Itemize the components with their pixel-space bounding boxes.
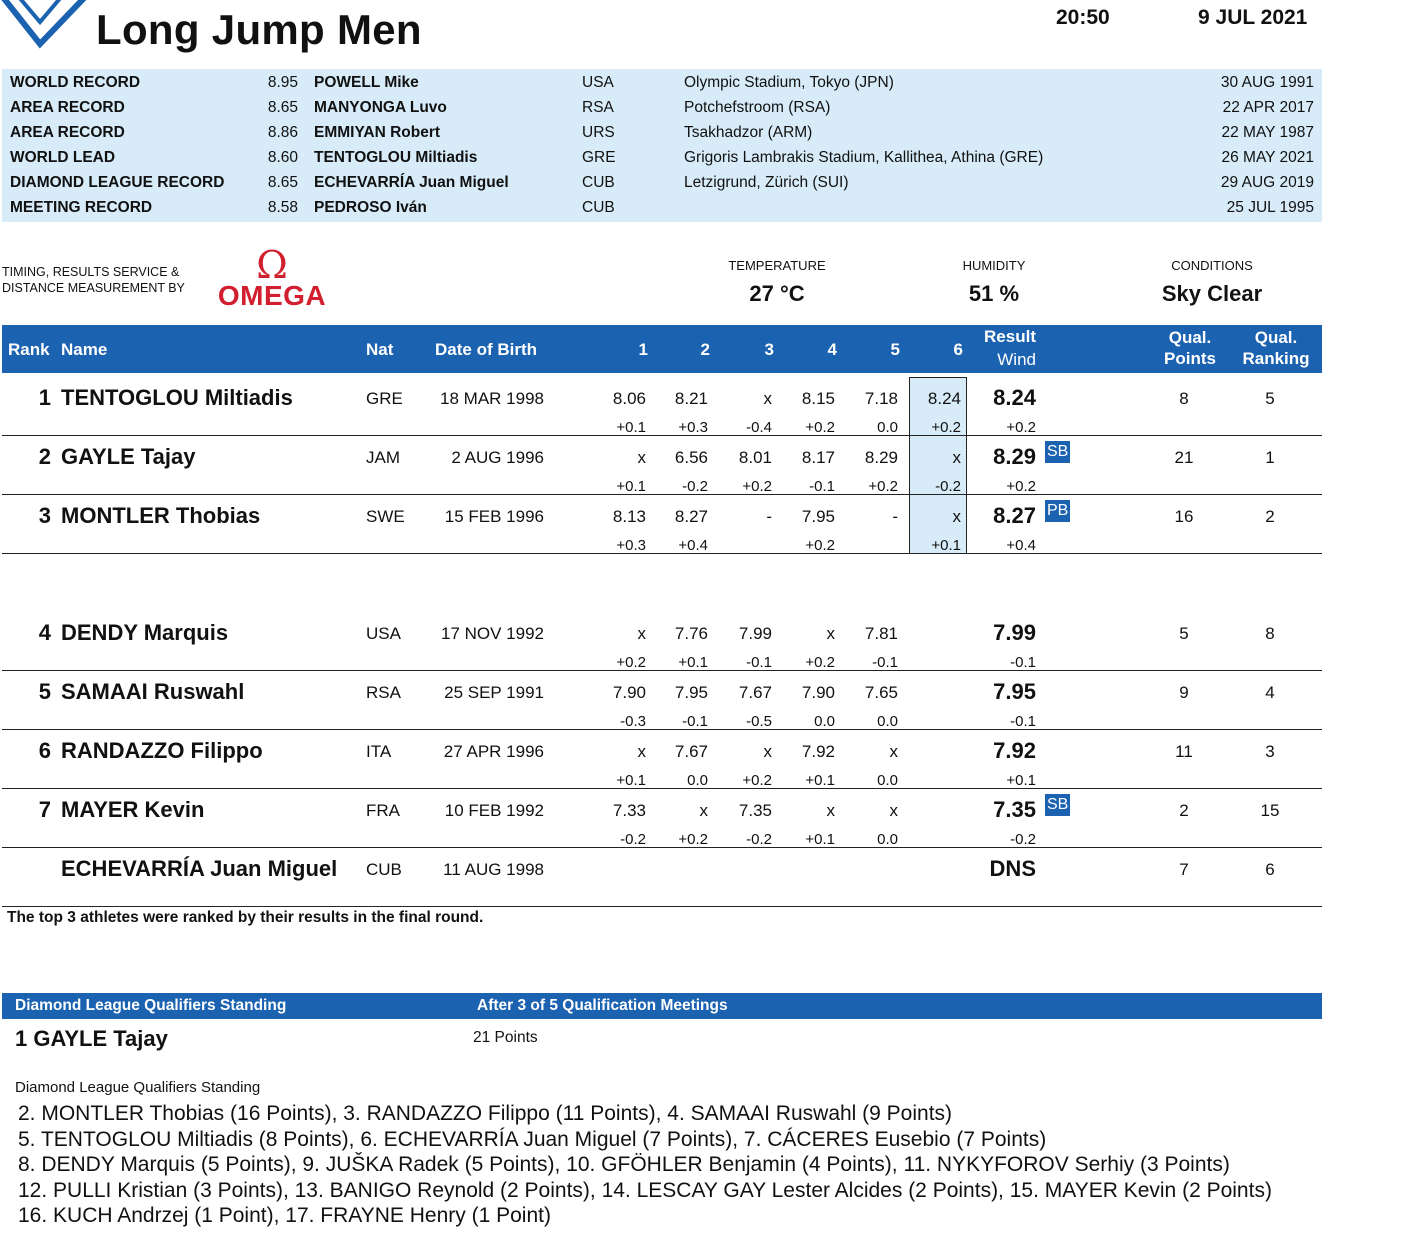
omega-logo [208, 243, 336, 311]
attempt-wind-1: +0.2 [616, 654, 646, 671]
qual-ranking: 4 [1265, 683, 1275, 702]
attempt-wind-4: +0.1 [805, 772, 835, 789]
record-athlete: TENTOGLOU Miltiadis [314, 149, 478, 166]
athlete-nat: CUB [366, 860, 402, 879]
record-date: 29 AUG 2019 [1220, 174, 1314, 191]
table-row [2, 377, 1322, 436]
athlete-nat: ITA [366, 742, 392, 761]
attempt-1: 7.90 [612, 683, 646, 702]
attempt-wind-2: 0.0 [687, 772, 708, 789]
attempt-5: x [889, 742, 898, 761]
record-mark: 8.95 [267, 74, 298, 91]
attempt-2: 7.95 [674, 683, 708, 702]
result-wind: -0.2 [1010, 831, 1036, 848]
record-athlete: POWELL Mike [314, 74, 419, 91]
col-qual-ranking-2: Ranking [1242, 349, 1310, 368]
col-attempt-4: 4 [827, 340, 837, 359]
col-rank: Rank [8, 340, 50, 359]
standing-line: 2. MONTLER Thobias (16 Points), 3. RANDAZZO Filippo (11 Points), 4. SAMAAI Ruswahl (9 Points) [18, 1102, 953, 1125]
table-row [2, 789, 1322, 848]
athlete-dob: 11 AUG 1998 [443, 860, 544, 879]
event-time: 20:50 [1056, 6, 1110, 29]
qual-points: 9 [1179, 683, 1189, 702]
attempt-wind-2: +0.4 [678, 537, 708, 554]
attempt-wind-1: -0.2 [620, 831, 646, 848]
attempt-wind-5: 0.0 [877, 831, 898, 848]
qual-ranking: 8 [1265, 624, 1275, 643]
athlete-rank: 5 [38, 679, 51, 704]
dl-bar-title: Diamond League Qualifiers Standing [15, 997, 287, 1014]
athlete-dob: 15 FEB 1996 [444, 507, 544, 526]
record-mark: 8.60 [267, 149, 298, 166]
attempt-2: x [699, 801, 708, 820]
dl-bar-meetings: After 3 of 5 Qualification Meetings [477, 997, 728, 1014]
dl-standing-bar [2, 993, 1322, 1019]
athlete-name: RANDAZZO Filippo [61, 738, 263, 763]
athlete-name: MONTLER Thobias [61, 503, 261, 528]
table-row [2, 671, 1322, 730]
col-attempt-5: 5 [890, 340, 900, 359]
attempt-wind-5: 0.0 [877, 713, 898, 730]
record-date: 22 MAY 1987 [1221, 124, 1314, 141]
attempt-wind-3: +0.2 [742, 772, 772, 789]
attempt-4: 7.92 [801, 742, 835, 761]
result-badge: PB [1045, 500, 1070, 522]
humidity-block [944, 258, 1044, 307]
record-type: WORLD LEAD [10, 149, 116, 166]
attempt-2: 8.21 [674, 389, 708, 408]
result-wind: +0.2 [1006, 478, 1036, 495]
standing-line: 16. KUCH Andrzej (1 Point), 17. FRAYNE Henry (1 Point) [18, 1204, 551, 1227]
col-wind: Wind [997, 350, 1036, 369]
attempt-1: 8.06 [612, 389, 646, 408]
attempt-wind-4: +0.2 [805, 419, 835, 436]
qual-points: 7 [1179, 860, 1189, 879]
record-venue: Tsakhadzor (ARM) [684, 124, 813, 141]
result-wind: +0.1 [1006, 772, 1036, 789]
results-table-header [2, 325, 1322, 373]
athlete-rank: 1 [38, 385, 51, 410]
attempt-wind-4: +0.2 [805, 537, 835, 554]
athlete-dob: 27 APR 1996 [443, 742, 544, 761]
record-athlete: PEDROSO Iván [314, 199, 427, 216]
page-title: Long Jump Men [96, 6, 422, 53]
record-venue: Letzigrund, Zürich (SUI) [684, 174, 849, 191]
standing-line: 5. TENTOGLOU Miltiadis (8 Points), 6. ECHEVARRÍA Juan Miguel (7 Points), 7. CÁCERES Eusebio (7 Points) [18, 1127, 1047, 1151]
attempt-wind-6: +0.1 [931, 537, 961, 554]
record-nat: CUB [582, 199, 615, 216]
attempt-wind-5: 0.0 [877, 772, 898, 789]
standing-line: 12. PULLI Kristian (3 Points), 13. BANIGO Reynold (2 Points), 14. LESCAY GAY Lester Alcides (2 Points), 15. MAYER Kevin (2 Points) [18, 1178, 1272, 1202]
standing-line: 8. DENDY Marquis (5 Points), 9. JUŠKA Radek (5 Points), 10. GFÖHLER Benjamin (4 Points), 11. NYKYFOROV Serhiy (3 Points) [18, 1153, 1230, 1176]
attempt-4: 7.95 [801, 507, 835, 526]
attempt-5: 7.65 [864, 683, 898, 702]
records-table [2, 69, 1322, 222]
result-mark: DNS [989, 856, 1036, 881]
result-mark: 8.27 [993, 503, 1036, 528]
record-date: 25 JUL 1995 [1226, 199, 1314, 216]
athlete-nat: SWE [366, 507, 405, 526]
result-wind: +0.2 [1006, 419, 1036, 436]
attempt-wind-2: +0.3 [678, 419, 708, 436]
attempt-wind-1: +0.3 [616, 537, 646, 554]
athlete-rank: 4 [38, 620, 51, 645]
attempt-wind-2: +0.1 [678, 654, 708, 671]
record-type: AREA RECORD [10, 99, 125, 116]
result-wind: +0.4 [1006, 537, 1036, 554]
athlete-rank: 2 [38, 444, 51, 469]
athlete-name: ECHEVARRÍA Juan Miguel [61, 856, 338, 881]
attempt-wind-6: -0.2 [935, 478, 961, 495]
attempt-2: 6.56 [674, 448, 708, 467]
qual-ranking: 6 [1265, 860, 1275, 879]
attempt-wind-1: +0.1 [616, 419, 646, 436]
attempt-3: 7.99 [738, 624, 772, 643]
athlete-nat: GRE [366, 389, 403, 408]
record-row [2, 121, 1322, 146]
athlete-name: MAYER Kevin [61, 797, 205, 822]
attempt-wind-3: -0.1 [746, 654, 772, 671]
result-mark: 8.24 [993, 385, 1036, 410]
record-athlete: MANYONGA Luvo [314, 99, 447, 116]
col-dob: Date of Birth [435, 340, 537, 359]
table-row [2, 495, 1322, 554]
athlete-dob: 17 NOV 1992 [440, 624, 544, 643]
col-name: Name [61, 340, 108, 359]
col-result: Result [984, 327, 1036, 346]
attempt-2: 7.67 [674, 742, 708, 761]
attempt-3: x [763, 389, 772, 408]
timing-line-1: TIMING, RESULTS SERVICE & [2, 265, 180, 279]
result-wind: -0.1 [1010, 654, 1036, 671]
attempt-wind-4: +0.1 [805, 831, 835, 848]
athlete-name: TENTOGLOU Miltiadis [61, 385, 293, 410]
table-row [2, 730, 1322, 789]
result-wind: -0.1 [1010, 713, 1036, 730]
attempt-wind-5: +0.2 [868, 478, 898, 495]
attempt-wind-2: -0.2 [682, 478, 708, 495]
attempt-3: 7.35 [738, 801, 772, 820]
attempt-5: 7.81 [864, 624, 898, 643]
qual-points: 16 [1174, 507, 1194, 526]
athlete-nat: USA [366, 624, 401, 643]
attempt-wind-5: -0.1 [872, 654, 898, 671]
record-mark: 8.58 [267, 199, 298, 216]
record-type: DIAMOND LEAGUE RECORD [10, 174, 225, 191]
record-venue: Olympic Stadium, Tokyo (JPN) [684, 74, 894, 91]
dl-leader: 1 GAYLE Tajay [15, 1026, 168, 1051]
qual-ranking: 2 [1265, 507, 1275, 526]
record-row [2, 146, 1322, 171]
temperature-value: 27 °C [749, 281, 805, 306]
attempt-wind-5: 0.0 [877, 419, 898, 436]
athlete-name: DENDY Marquis [61, 620, 229, 645]
attempt-2: 8.27 [674, 507, 708, 526]
qual-ranking: 3 [1265, 742, 1275, 761]
omega-symbol-icon: Ω [256, 243, 288, 287]
temperature-label: TEMPERATURE [728, 258, 826, 273]
qual-points: 5 [1179, 624, 1189, 643]
attempt-wind-4: -0.1 [809, 478, 835, 495]
result-mark: 7.99 [993, 620, 1036, 645]
attempt-wind-4: +0.2 [805, 654, 835, 671]
table-row [2, 848, 1322, 907]
athlete-name: GAYLE Tajay [61, 444, 196, 469]
table-row [2, 436, 1322, 495]
record-date: 22 APR 2017 [1222, 99, 1314, 116]
attempt-wind-3: -0.4 [746, 419, 772, 436]
timing-line-2: DISTANCE MEASUREMENT BY [2, 281, 185, 295]
conditions-value: Sky Clear [1161, 281, 1263, 306]
result-badge: SB [1045, 794, 1070, 816]
athlete-dob: 25 SEP 1991 [444, 683, 544, 702]
attempt-1: 7.33 [612, 801, 646, 820]
record-mark: 8.86 [267, 124, 298, 141]
attempt-5: x [889, 801, 898, 820]
attempt-5: 7.18 [864, 389, 898, 408]
attempt-5: - [892, 507, 898, 526]
col-qual-ranking-1: Qual. [1254, 328, 1298, 347]
attempt-wind-1: +0.1 [616, 478, 646, 495]
qual-points: 11 [1175, 742, 1193, 761]
conditions-label: CONDITIONS [1171, 258, 1253, 273]
record-mark: 8.65 [267, 174, 298, 191]
record-venue: Potchefstroom (RSA) [684, 99, 831, 116]
attempt-4: 7.90 [801, 683, 835, 702]
attempt-4: x [826, 624, 835, 643]
athlete-dob: 2 AUG 1996 [451, 448, 544, 467]
record-nat: URS [582, 124, 615, 141]
col-qual-points-2: Points [1164, 349, 1216, 368]
record-type: AREA RECORD [10, 124, 125, 141]
athlete-nat: RSA [366, 683, 401, 702]
attempt-1: x [637, 624, 646, 643]
col-attempt-6: 6 [953, 340, 963, 359]
record-nat: GRE [582, 149, 616, 166]
athlete-dob: 18 MAR 1998 [440, 389, 544, 408]
result-mark: 7.92 [993, 738, 1036, 763]
attempt-3: 8.01 [738, 448, 772, 467]
result-mark: 7.35 [993, 797, 1036, 822]
athlete-rank: 7 [38, 797, 51, 822]
attempt-3: - [766, 507, 772, 526]
event-date: 9 JUL 2021 [1198, 6, 1308, 29]
attempt-wind-1: +0.1 [616, 772, 646, 789]
qual-points: 2 [1179, 801, 1189, 820]
record-row [2, 196, 1322, 221]
attempt-wind-3: -0.5 [746, 713, 772, 730]
attempt-3: x [763, 742, 772, 761]
ranking-note: The top 3 athletes were ranked by their results in the final round. [7, 909, 484, 926]
attempt-5: 8.29 [864, 448, 898, 467]
result-badge: SB [1045, 441, 1070, 463]
dl-leader-points: 21 Points [473, 1029, 538, 1046]
athlete-name: SAMAAI Ruswahl [61, 679, 245, 704]
record-row [2, 71, 1322, 96]
attempt-wind-3: +0.2 [742, 478, 772, 495]
col-qual-points-1: Qual. [1168, 328, 1212, 347]
attempt-6: x [952, 448, 961, 467]
attempt-6: 8.24 [927, 389, 961, 408]
record-type: MEETING RECORD [10, 199, 153, 216]
result-mark: 8.29 [993, 444, 1036, 469]
humidity-value: 51 % [968, 281, 1020, 306]
attempt-wind-2: -0.1 [682, 713, 708, 730]
qual-ranking: 1 [1265, 448, 1275, 467]
col-nat: Nat [366, 340, 394, 359]
qual-points: 8 [1179, 389, 1189, 408]
record-athlete: EMMIYAN Robert [314, 124, 441, 141]
record-nat: USA [582, 74, 614, 91]
humidity-label: HUMIDITY [962, 258, 1026, 273]
athlete-nat: FRA [366, 801, 400, 820]
diamond-league-logo-icon [0, 0, 92, 52]
qual-ranking: 5 [1265, 389, 1275, 408]
record-mark: 8.65 [267, 99, 298, 116]
attempt-4: x [826, 801, 835, 820]
attempt-wind-4: 0.0 [814, 713, 835, 730]
record-type: WORLD RECORD [10, 74, 141, 91]
attempt-2: 7.76 [674, 624, 708, 643]
table-row [2, 612, 1322, 671]
record-venue: Grigoris Lambrakis Stadium, Kallithea, Athina (GRE) [684, 149, 1044, 166]
record-date: 26 MAY 2021 [1221, 149, 1314, 166]
attempt-4: 8.15 [801, 389, 835, 408]
attempt-3: 7.67 [738, 683, 772, 702]
athlete-rank: 3 [38, 503, 51, 528]
record-nat: RSA [582, 99, 614, 116]
attempt-wind-6: +0.2 [931, 419, 961, 436]
athlete-rank: 6 [38, 738, 51, 763]
qual-ranking: 15 [1260, 801, 1280, 820]
athlete-nat: JAM [366, 448, 400, 467]
col-attempt-1: 1 [638, 340, 648, 359]
attempt-wind-2: +0.2 [678, 831, 708, 848]
dl-standing-list [18, 1101, 1272, 1229]
timing-credit [2, 264, 185, 296]
record-row [2, 96, 1322, 121]
attempt-6: x [952, 507, 961, 526]
omega-wordmark: OMEGA [217, 280, 327, 311]
record-nat: CUB [582, 174, 615, 191]
attempt-wind-3: -0.2 [746, 831, 772, 848]
attempt-wind-1: -0.3 [620, 713, 646, 730]
result-mark: 7.95 [993, 679, 1036, 704]
col-attempt-2: 2 [700, 340, 710, 359]
attempt-1: x [637, 742, 646, 761]
qual-points: 21 [1174, 448, 1194, 467]
athlete-dob: 10 FEB 1992 [444, 801, 544, 820]
record-athlete: ECHEVARRÍA Juan Miguel [314, 174, 509, 191]
attempt-1: 8.13 [612, 507, 646, 526]
attempt-4: 8.17 [801, 448, 835, 467]
temperature-block [718, 258, 836, 307]
record-row [2, 171, 1322, 196]
dl-sub-label: Diamond League Qualifiers Standing [15, 1079, 261, 1096]
attempt-1: x [637, 448, 646, 467]
col-attempt-3: 3 [764, 340, 774, 359]
record-date: 30 AUG 1991 [1220, 74, 1314, 91]
conditions-block [1150, 258, 1274, 307]
